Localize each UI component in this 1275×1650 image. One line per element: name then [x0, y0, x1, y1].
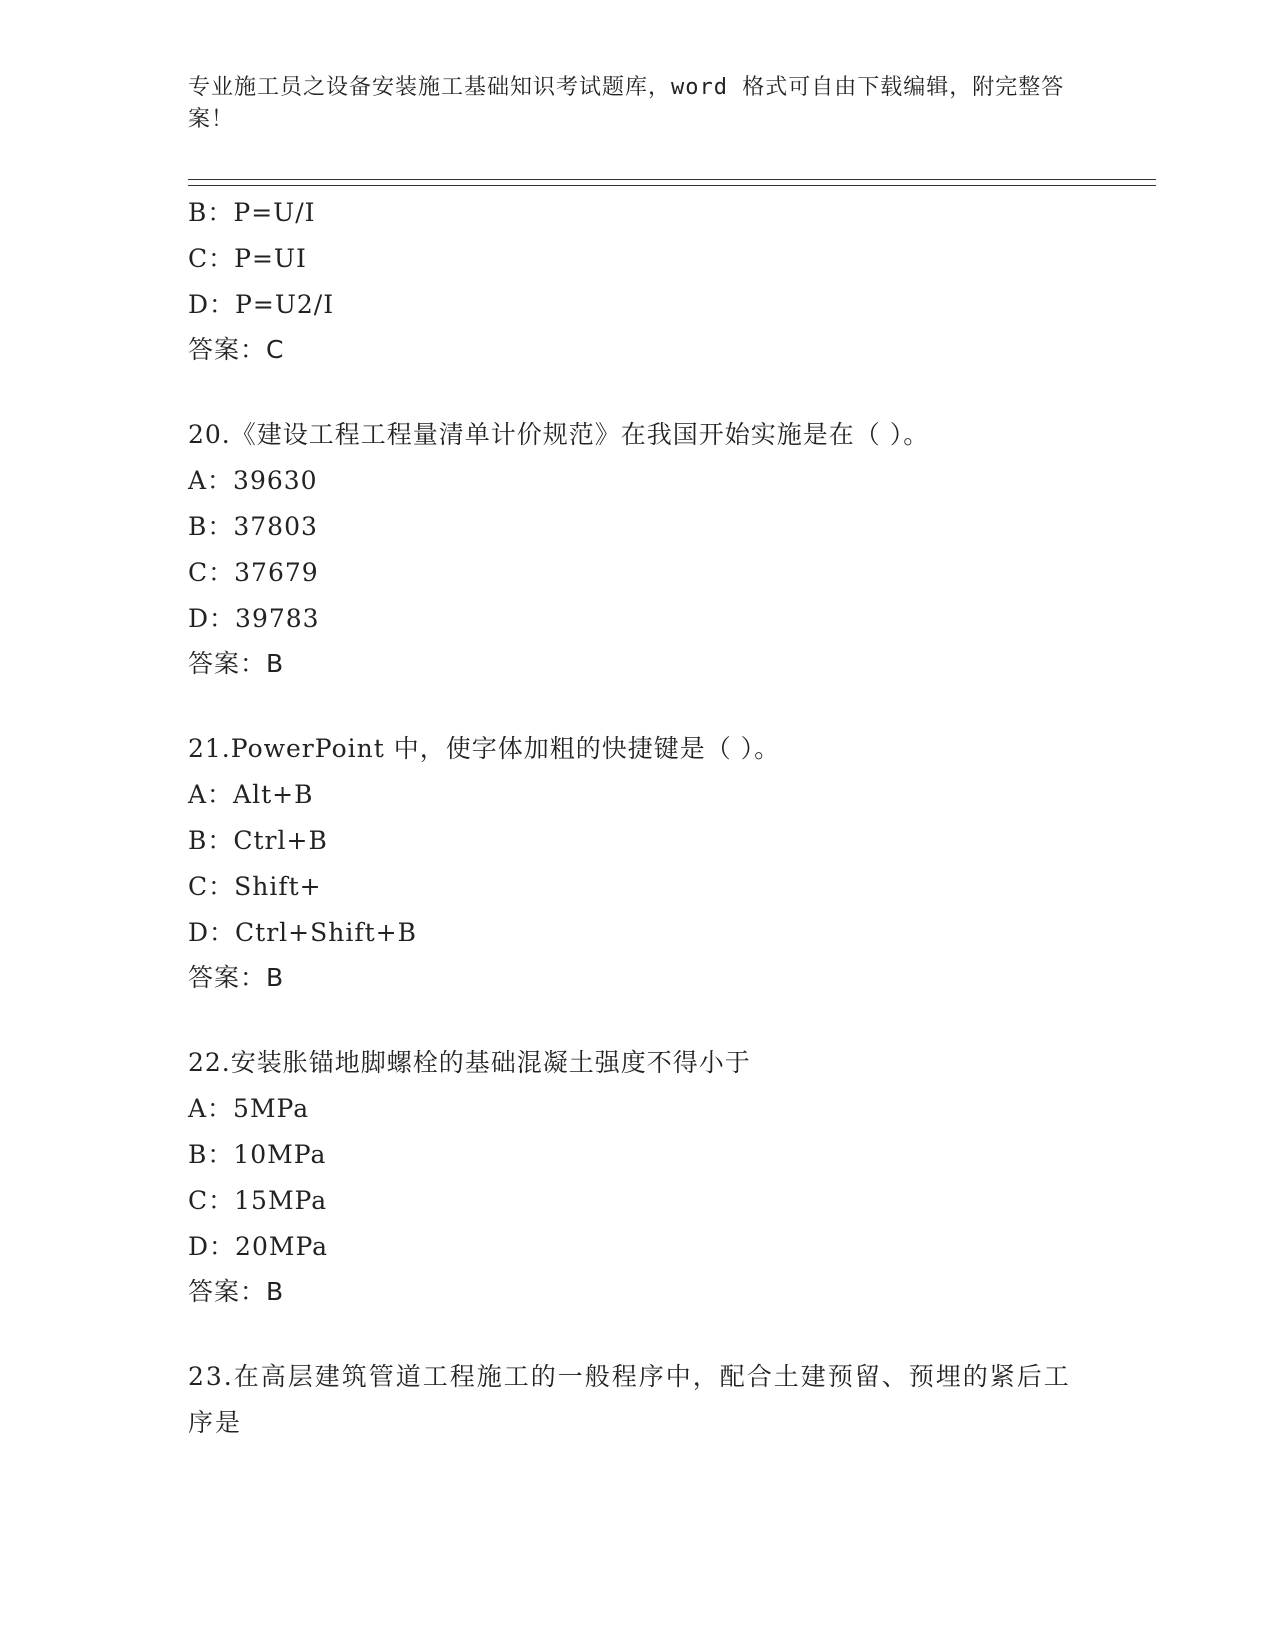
header-divider [188, 179, 1156, 186]
option-a: A：5MPa [188, 1094, 310, 1123]
answer-line: 答案：B [188, 649, 285, 678]
option-b: B：P=U/I [188, 198, 316, 227]
option-b: B：Ctrl+B [188, 826, 328, 855]
option-a: A：39630 [188, 466, 318, 495]
question-stem: 23.在高层建筑管道工程施工的一般程序中，配合土建预留、预埋的紧后工序是 [188, 1362, 1071, 1437]
option-d: D：39783 [188, 604, 320, 633]
option-d: D：P=U2/I [188, 290, 335, 319]
option-d: D：Ctrl+Shift+B [188, 918, 417, 947]
question-list [188, 190, 1088, 1446]
option-a: A：Alt+B [188, 780, 314, 809]
option-b: B：10MPa [188, 1140, 327, 1169]
option-c: C：P=UI [188, 244, 307, 273]
question-stem: 22.安装胀锚地脚螺栓的基础混凝土强度不得小于 [188, 1048, 751, 1077]
option-c: C：Shift+ [188, 872, 322, 901]
question-stem: 21.PowerPoint 中，使字体加粗的快捷键是（ ）。 [188, 734, 781, 763]
option-b: B：37803 [188, 512, 318, 541]
question-stem: 20.《建设工程工程量清单计价规范》在我国开始实施是在（ ）。 [188, 420, 930, 449]
answer-line: 答案：C [188, 335, 285, 364]
answer-line: 答案：B [188, 963, 285, 992]
option-d: D：20MPa [188, 1232, 329, 1261]
answer-line: 答案：B [188, 1277, 285, 1306]
page-header: 专业施工员之设备安装施工基础知识考试题库，word 格式可自由下载编辑，附完整答案！ [188, 75, 1065, 132]
option-c: C：15MPa [188, 1186, 328, 1215]
option-c: C：37679 [188, 558, 319, 587]
